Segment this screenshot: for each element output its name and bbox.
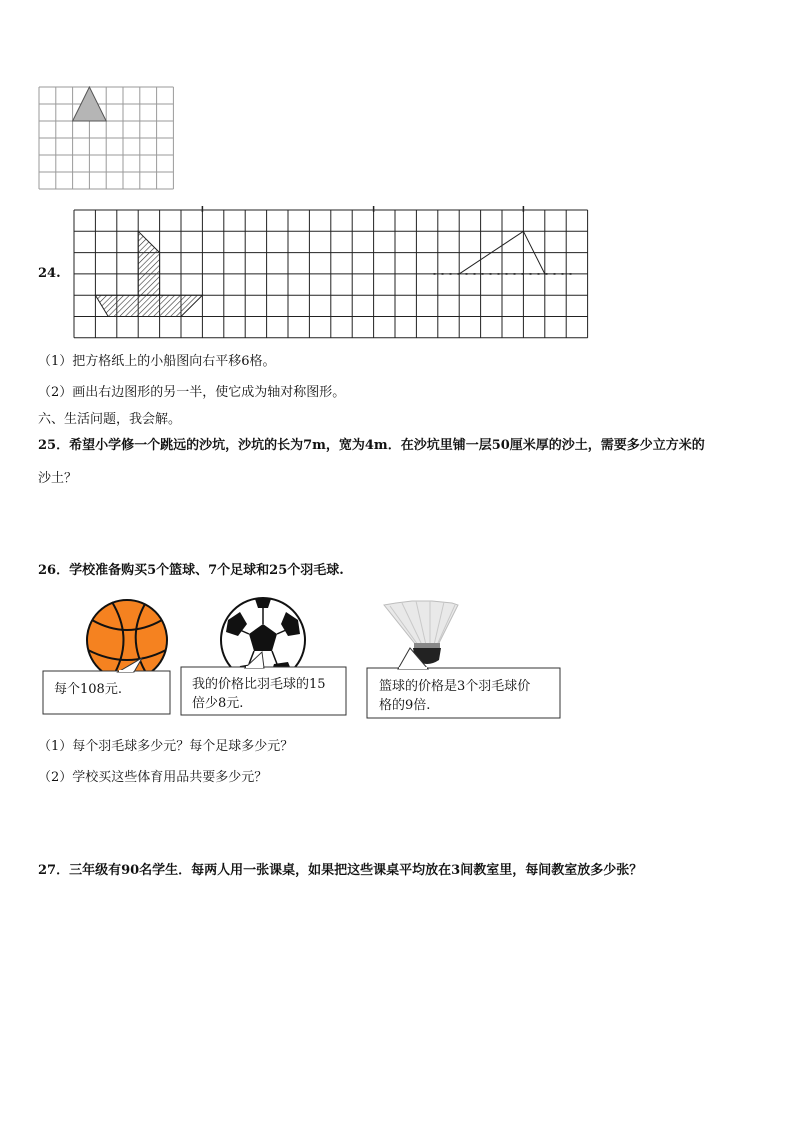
shuttlecock-bubble-text <box>371 673 561 719</box>
q25-line1: 25．希望小学修一个跳远的沙坑，沙坑的长为7m，宽为4m．在沙坑里铺一层50厘米厚的沙土，需要多少立方米的 <box>38 438 705 453</box>
section6-title: 六、生活问题，我会解。 <box>38 412 182 427</box>
q24-sub2: （2）画出右边图形的另一半，使它成为轴对称图形。 <box>38 385 346 400</box>
shuttlecock-bubble-line1: 篮球的价格是3个羽毛球价 <box>379 679 531 694</box>
basketball-bubble-text: 每个108元. <box>54 682 122 697</box>
q26-sub2: （2）学校买这些体育用品共要多少元？ <box>38 770 268 785</box>
soccer-bubble-line2: 倍少8元. <box>192 696 244 711</box>
q26-sub1: （1）每个羽毛球多少元？每个足球多少元？ <box>38 739 294 754</box>
soccer-bubble-line1: 我的价格比羽毛球的15 <box>192 677 326 692</box>
q24-number: 24. <box>38 266 61 281</box>
q26-text: 26．学校准备购买5个篮球、7个足球和25个羽毛球. <box>38 563 344 578</box>
soccer-bubble-text <box>184 671 346 717</box>
q25-line2: 沙土？ <box>38 471 78 486</box>
q24-sub1: （1）把方格纸上的小船图向右平移6格。 <box>38 354 276 369</box>
shuttlecock-bubble-line2: 格的9倍. <box>379 698 431 713</box>
q27-text: 27．三年级有90名学生．每两人用一张课桌，如果把这些课桌平均放在3间教室里，每间教室放多少张？ <box>38 863 643 878</box>
